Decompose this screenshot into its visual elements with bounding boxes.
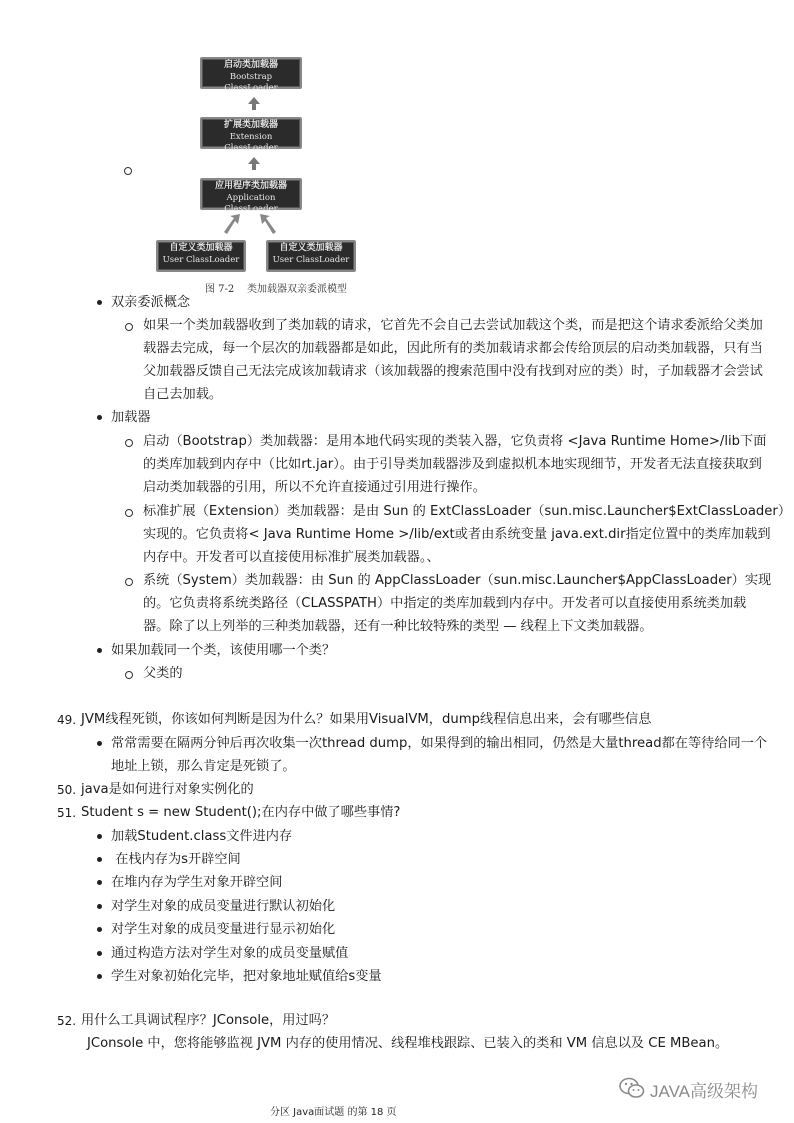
bullet xyxy=(97,300,102,305)
question-number: 52. xyxy=(57,1014,77,1028)
paragraph-line: 如果一个类加载器收到了类加载的请求，它首先不会自己去尝试加载这个类，而是把这个请求委派给父类加 xyxy=(143,318,763,333)
figure-caption: 图 7-2 类加载器双亲委派模型 xyxy=(205,284,347,295)
box-en-label: Application ClassLoader xyxy=(224,193,278,214)
user-classloader-box-right xyxy=(266,240,356,272)
section-title: 加载器 xyxy=(111,410,151,425)
list-item: 通过构造方法对学生对象的成员变量赋值 xyxy=(111,946,349,961)
paragraph-line: JConsole 中，您将能够监视 JVM 内存的使用情况、线程堆栈跟踪、已装入的类和 VM 信息以及 CE MBean。 xyxy=(87,1036,729,1051)
sub-bullet xyxy=(125,439,133,447)
question-number: 50. xyxy=(57,783,77,797)
box-en-label: Bootstrap ClassLoader xyxy=(224,72,278,93)
box-cn-label: 启动类加载器 xyxy=(223,60,278,70)
paragraph-line: 启动（Bootstrap）类加载器：是用本地代码实现的类装入器，它负责将 <Java Runtime Home>/lib下面 xyxy=(143,434,767,449)
extension-classloader-box xyxy=(200,117,302,153)
paragraph-line: 系统（System）类加载器：由 Sun 的 AppClassLoader（sun.misc.Launcher$AppClassLoader）实现 xyxy=(143,573,772,588)
paragraph-line: 常常需要在隔两分钟后再次收集一次thread dump，如果得到的输出相同，仍然是大量thread都在等待给同一个 xyxy=(111,736,768,751)
sub-bullet xyxy=(125,671,133,679)
question-title: JVM线程死锁，你该如何判断是因为什么？如果用VisualVM，dump线程信息出来，会有哪些信息 xyxy=(81,712,652,727)
bullet xyxy=(97,951,102,956)
up-arrow-icon xyxy=(248,97,260,104)
bullet xyxy=(97,927,102,932)
sub-bullet xyxy=(125,578,133,586)
question-title: 用什么工具调试程序？JConsole，用过吗？ xyxy=(81,1013,336,1028)
list-item: 加载Student.class文件进内存 xyxy=(111,829,293,844)
list-item: 在栈内存为s开辟空间 xyxy=(111,852,241,867)
paragraph-line: 载器去完成，每一个层次的加载器都是如此，因此所有的类加载请求都会传给顶层的启动类加载器，只有当 xyxy=(143,341,763,356)
bullet xyxy=(97,974,102,979)
arrow-stem xyxy=(252,164,256,170)
list-item: 学生对象初始化完毕，把对象地址赋值给s变量 xyxy=(111,969,382,984)
paragraph-line: 的类库加载到内存中（比如rt.jar）。由于引导类加载器涉及到虚拟机本地实现细节，开发者无法直接获取到 xyxy=(143,457,762,472)
question-title: Student s = new Student();在内存中做了哪些事情? xyxy=(81,805,401,820)
bullet xyxy=(97,904,102,909)
paragraph-line: 标准扩展（Extension）类加载器：是由 Sun 的 ExtClassLoader（sun.misc.Launcher$ExtClassLoader） xyxy=(143,504,792,519)
user-classloader-box-left xyxy=(156,240,246,272)
list-item: 在堆内存为学生对象开辟空间 xyxy=(111,875,283,890)
application-classloader-box xyxy=(200,178,302,214)
paragraph-line: 的。它负责将系统类路径（CLASSPATH）中指定的类库加载到内存中。开发者可以直接使用系统类加载 xyxy=(143,596,747,611)
bullet xyxy=(97,648,102,653)
bullet xyxy=(97,741,102,746)
arrow-stem xyxy=(252,104,256,110)
paragraph-line: 器。除了以上列举的三种类加载器，还有一种比较特殊的类型 — 线程上下文类加载器。 xyxy=(143,619,653,634)
wechat-icon xyxy=(619,1076,645,1100)
list-item: 对学生对象的成员变量进行默认初始化 xyxy=(111,899,336,914)
box-en-label: User ClassLoader xyxy=(162,255,240,265)
diagonal-arrows xyxy=(210,212,290,236)
paragraph-line: 内存中。开发者可以直接使用标准扩展类加载器。、 xyxy=(143,550,440,565)
box-cn-label: 自定义类加载器 xyxy=(279,243,343,253)
sub-bullet xyxy=(125,323,133,331)
bullet xyxy=(97,857,102,862)
box-en-label: Extension ClassLoader xyxy=(224,132,278,153)
question-number: 49. xyxy=(57,713,77,727)
paragraph-line: 自己去加载。 xyxy=(143,387,223,402)
bullet xyxy=(97,415,102,420)
page-footer: 分区 Java面试题 的第 18 页 xyxy=(270,1107,397,1118)
box-cn-label: 自定义类加载器 xyxy=(169,243,233,253)
box-cn-label: 扩展类加载器 xyxy=(223,120,278,130)
watermark-text: JAVA高级架构 xyxy=(650,1082,758,1101)
section-title: 双亲委派概念 xyxy=(111,295,191,310)
box-cn-label: 应用程序类加载器 xyxy=(214,181,287,191)
paragraph-line: 启动类加载器的引用，所以不允许直接通过引用进行操作。 xyxy=(143,480,486,495)
paragraph-line: 父加载器反馈自己无法完成该加载请求（该加载器的搜索范围中没有找到对应的类）时，子加载器才会尝试 xyxy=(143,364,763,379)
bootstrap-classloader-box xyxy=(200,57,302,93)
paragraph-line: 实现的。它负责将< Java Runtime Home >/lib/ext或者由系统变量 java.ext.dir指定位置中的类库加载到 xyxy=(143,527,771,542)
list-item: 对学生对象的成员变量进行显示初始化 xyxy=(111,922,336,937)
question-title: java是如何进行对象实例化的 xyxy=(81,782,254,797)
section-title: 如果加载同一个类，该使用哪一个类？ xyxy=(111,643,336,658)
box-en-label: User ClassLoader xyxy=(272,255,350,265)
up-arrow-icon xyxy=(248,157,260,164)
bullet xyxy=(97,880,102,885)
figure-list-marker xyxy=(124,167,132,175)
paragraph-line: 地址上锁，那么肯定是死锁了。 xyxy=(111,759,296,774)
question-number: 51. xyxy=(57,806,77,820)
bullet xyxy=(97,834,102,839)
answer-text: 父类的 xyxy=(143,666,183,681)
sub-bullet xyxy=(125,509,133,517)
